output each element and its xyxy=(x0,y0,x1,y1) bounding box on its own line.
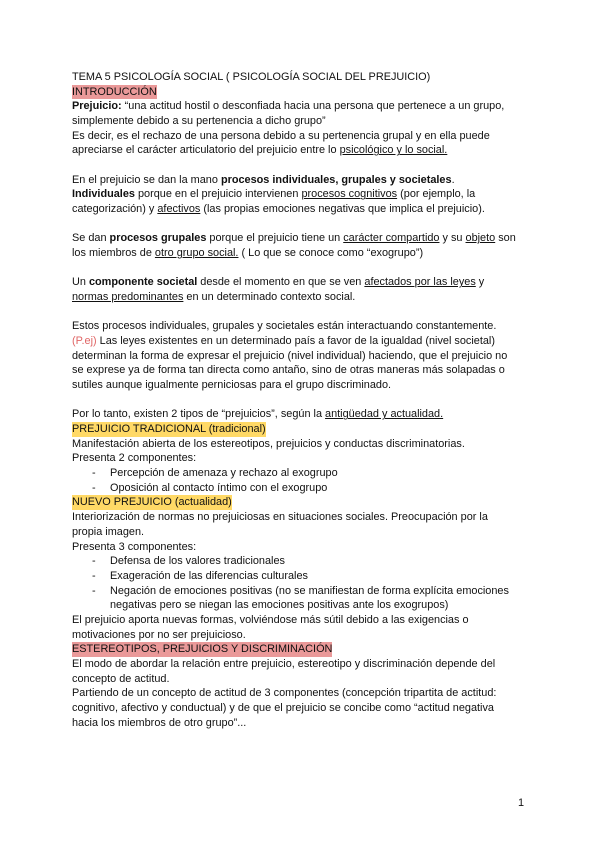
paragraph-text: Las leyes existentes en un determinado país a favor de la igualdad (nivel societal) xyxy=(96,335,495,348)
text-line xyxy=(72,129,542,144)
section-heading-line xyxy=(72,495,542,510)
text-line xyxy=(72,451,542,466)
page-content xyxy=(72,70,542,730)
underlined-text: normas predominantes xyxy=(72,291,184,304)
text-line xyxy=(72,114,542,129)
text-line xyxy=(72,349,542,364)
list-item xyxy=(72,569,542,584)
bullet-dash: - xyxy=(92,555,96,568)
section-heading-line xyxy=(72,642,542,657)
text-line xyxy=(72,716,542,731)
paragraph-text: propia imagen. xyxy=(72,525,145,538)
text-line xyxy=(72,540,542,555)
explanation-text: apreciarse el carácter articulatorio del prejuicio entre lo xyxy=(72,144,340,157)
text-line xyxy=(72,231,542,246)
text-line xyxy=(72,334,542,349)
paragraph-text: En el prejuicio se dan la mano xyxy=(72,173,221,186)
bullet-dash: - xyxy=(92,467,96,480)
list-item xyxy=(72,466,542,481)
paragraph-text: sutiles aunque igualmente perniciosas para el grupo discriminado. xyxy=(72,379,392,392)
paragraph-text: porque el prejuicio tiene un xyxy=(206,232,344,245)
blank-line xyxy=(72,305,542,320)
list-item-text: Exageración de las diferencias culturales xyxy=(110,569,308,582)
text-line xyxy=(72,510,542,525)
paragraph-text: (las propias emociones negativas que implica el prejuicio). xyxy=(200,203,485,216)
text-line xyxy=(72,202,542,217)
list-item-continuation xyxy=(72,598,542,613)
paragraph-text: Estos procesos individuales, grupales y societales están interactuando constantemente. xyxy=(72,320,497,333)
paragraph-text: Un xyxy=(72,276,89,289)
blank-line xyxy=(72,261,542,276)
text-line xyxy=(72,613,542,628)
paragraph-text: determinan la forma de expresar el prejuicio (nivel individual) haciendo, que el prejuicio no xyxy=(72,349,508,362)
underlined-text: psicológico y lo social. xyxy=(339,144,448,157)
section-heading-estereotipos: ESTEREOTIPOS, PREJUICIOS Y DISCRIMINACIÓN xyxy=(72,643,333,656)
text-line xyxy=(72,701,542,716)
section-heading-line xyxy=(72,85,542,100)
paragraph-text: porque en el prejuicio intervienen xyxy=(134,188,302,201)
paragraph-text: y su xyxy=(439,232,466,245)
paragraph-text: hacia los miembros de otro grupo”... xyxy=(72,716,247,729)
bold-term: procesos grupales xyxy=(109,232,207,245)
paragraph-text: motivaciones por no ser prejuicioso. xyxy=(72,628,246,641)
blank-line xyxy=(72,158,542,173)
page-number: 1 xyxy=(518,797,525,809)
bold-term: Individuales xyxy=(72,188,135,201)
paragraph-text: El modo de abordar la relación entre prejuicio, estereotipo y discriminación depende del xyxy=(72,657,496,670)
text-line xyxy=(72,290,542,305)
document-title xyxy=(72,70,542,85)
text-line xyxy=(72,628,542,643)
definition-text: “una actitud hostil o desconfiada hacia una persona que pertenece a un grupo, xyxy=(121,100,505,113)
paragraph-text: Se dan xyxy=(72,232,110,245)
underlined-text: afectivos xyxy=(157,203,201,216)
bullet-dash: - xyxy=(92,584,96,597)
explanation-text: Es decir, es el rechazo de una persona debido a su pertenencia grupal y en ella puede xyxy=(72,129,490,142)
paragraph-text: los miembros de xyxy=(72,247,155,260)
list-item xyxy=(72,584,542,599)
example-tag: (P.ej) xyxy=(72,335,97,348)
bold-term: componente societal xyxy=(88,276,198,289)
list-item xyxy=(72,554,542,569)
underlined-text: otro grupo social. xyxy=(154,247,239,260)
paragraph-text: son xyxy=(495,232,516,245)
paragraph-text: desde el momento en que se ven xyxy=(197,276,365,289)
list-item-text: Defensa de los valores tradicionales xyxy=(110,555,285,568)
paragraph-text: en un determinado contexto social. xyxy=(183,291,356,304)
bullet-dash: - xyxy=(92,481,96,494)
text-line xyxy=(72,187,542,202)
blank-line xyxy=(72,217,542,232)
paragraph-text: Por lo tanto, existen 2 tipos de “prejuicios”, según la xyxy=(72,408,326,421)
subheading-prejuicio-tradicional: PREJUICIO TRADICIONAL (tradicional) xyxy=(72,423,266,436)
paragraph-text: concepto de actitud. xyxy=(72,672,170,685)
list-label: Presenta 3 componentes: xyxy=(72,540,197,553)
definition-term: Prejuicio: xyxy=(72,100,122,113)
text-line xyxy=(72,525,542,540)
section-heading-introduccion: INTRODUCCIÓN xyxy=(72,85,157,98)
text-line xyxy=(72,378,542,393)
text-line xyxy=(72,173,542,188)
subheading-nuevo-prejuicio: NUEVO PREJUICIO (actualidad) xyxy=(72,496,232,509)
text-line xyxy=(72,275,542,290)
underlined-text: procesos cognitivos xyxy=(301,188,398,201)
blank-line xyxy=(72,393,542,408)
list-label: Presenta 2 componentes: xyxy=(72,452,197,465)
text-line xyxy=(72,437,542,452)
list-item-text: Negación de emociones positivas (no se manifiestan de forma explícita emociones xyxy=(110,584,509,597)
paragraph-text: y xyxy=(475,276,485,289)
definition-text: simplemente debido a su pertenencia a dicho grupo” xyxy=(72,115,326,128)
paragraph-text: (por ejemplo, la xyxy=(397,188,476,201)
text-line xyxy=(72,143,542,158)
paragraph-text: ( Lo que se conoce como “exogrupo”) xyxy=(238,247,424,260)
text-line xyxy=(72,99,542,114)
paragraph-text: Partiendo de un concepto de actitud de 3 componentes (concepción tripartita de actitud: xyxy=(72,687,497,700)
text-line xyxy=(72,407,542,422)
text-line xyxy=(72,686,542,701)
list-item xyxy=(72,481,542,496)
underlined-text: objeto xyxy=(465,232,496,245)
text-line xyxy=(72,657,542,672)
paragraph-text: Interiorización de normas no prejuiciosas en situaciones sociales. Preocupación por la xyxy=(72,511,488,524)
text-line xyxy=(72,319,542,334)
underlined-text: afectados por las leyes xyxy=(364,276,476,289)
text-line xyxy=(72,246,542,261)
title-text: TEMA 5 PSICOLOGÍA SOCIAL ( PSICOLOGÍA SOCIAL DEL PREJUICIO) xyxy=(72,71,431,83)
list-item-text: negativas pero se niegan las emociones positivas ante los exogrupos) xyxy=(110,599,449,612)
list-item-text: Oposición al contacto íntimo con el exogrupo xyxy=(110,481,328,494)
paragraph-text: cognitivo, afectivo y conductual) y de que el prejuicio se concibe como “actitud negativa xyxy=(72,701,494,714)
bullet-dash: - xyxy=(92,569,96,582)
paragraph-text: . xyxy=(451,173,455,186)
paragraph-text: categorización) y xyxy=(72,203,158,216)
paragraph-text: se exprese ya de forma tan directa como antaño, sino de otras maneras más solapadas o xyxy=(72,364,505,377)
underlined-text: antigüedad y actualidad. xyxy=(325,408,444,421)
text-line xyxy=(72,363,542,378)
section-heading-line xyxy=(72,422,542,437)
list-item-text: Percepción de amenaza y rechazo al exogrupo xyxy=(110,467,338,480)
paragraph-text: El prejuicio aporta nuevas formas, volviéndose más sútil debido a las exigencias o xyxy=(72,613,469,626)
paragraph-text: Manifestación abierta de los estereotipos, prejuicios y conductas discriminatorias. xyxy=(72,437,465,450)
text-line xyxy=(72,672,542,687)
bold-text: procesos individuales, grupales y societales xyxy=(220,173,452,186)
underlined-text: carácter compartido xyxy=(343,232,440,245)
